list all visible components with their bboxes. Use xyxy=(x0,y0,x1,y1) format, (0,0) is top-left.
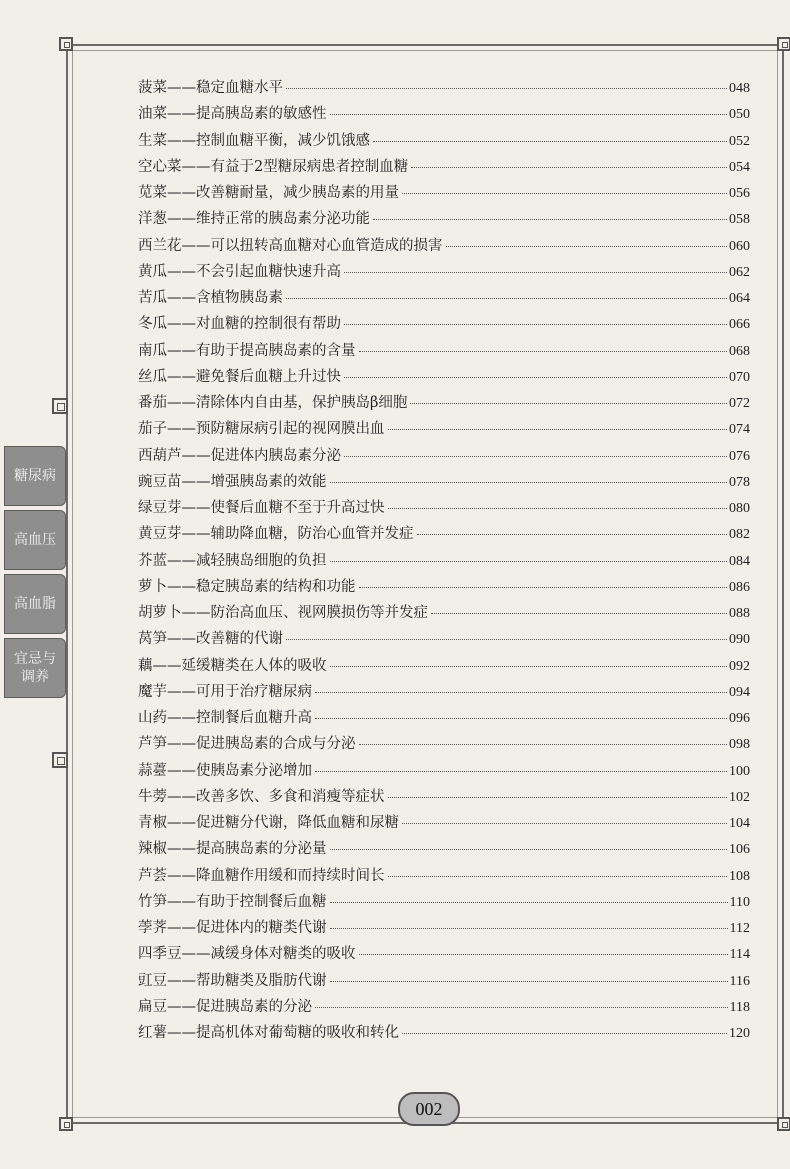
toc-entry[interactable] xyxy=(138,312,750,338)
toc-leader-dots xyxy=(388,508,728,509)
toc-leader-dots xyxy=(402,1033,727,1034)
toc-entry-page: 090 xyxy=(729,632,750,648)
toc-entry-page: 108 xyxy=(729,868,750,884)
toc-entry-title: 山药——控制餐后血糖升高 xyxy=(138,710,312,726)
side-tab-label: 高血脂 xyxy=(14,596,56,612)
toc-entry[interactable] xyxy=(138,496,750,522)
toc-entry[interactable] xyxy=(138,942,750,968)
toc-entry[interactable] xyxy=(138,470,750,496)
toc-entry-title: 豌豆苗——增强胰岛素的效能 xyxy=(138,473,327,490)
toc-entry[interactable] xyxy=(138,575,750,601)
side-tab-label: 宜忌与调养 xyxy=(14,651,56,685)
toc-entry[interactable] xyxy=(138,102,750,128)
toc-leader-dots xyxy=(388,797,728,798)
toc-entry[interactable] xyxy=(138,129,750,155)
toc-leader-dots xyxy=(410,403,727,404)
toc-entry[interactable] xyxy=(138,76,750,102)
toc-entry-page: 086 xyxy=(729,579,750,595)
toc-entry[interactable] xyxy=(138,286,750,312)
toc-leader-dots xyxy=(431,613,727,614)
toc-leader-dots xyxy=(315,718,727,719)
toc-entry-title: 南瓜——有助于提高胰岛素的含量 xyxy=(138,342,356,359)
toc-leader-dots xyxy=(359,954,728,955)
toc-entry-title: 番茄——清除体内自由基，保护胰岛β细胞 xyxy=(138,395,408,411)
toc-entry-title: 辣椒——提高胰岛素的分泌量 xyxy=(138,841,327,858)
toc-entry-page: 102 xyxy=(729,789,750,805)
toc-entry-title: 苋菜——改善糖耐量，减少胰岛素的用量 xyxy=(138,185,399,201)
page-number: 002 xyxy=(415,1098,443,1119)
toc-entry-title: 西兰花——可以扭转高血糖对心血管造成的损害 xyxy=(138,237,443,254)
toc-entry-title: 蒜薹——使胰岛素分泌增加 xyxy=(138,762,312,779)
toc-entry-title: 藕——延缓糖类在人体的吸收 xyxy=(138,657,327,674)
toc-entry-title: 青椒——促进糖分代谢，降低血糖和尿糖 xyxy=(138,815,399,831)
toc-entry-page: 098 xyxy=(729,737,750,753)
toc-entry[interactable] xyxy=(138,1021,750,1047)
toc-entry-title: 菠菜——稳定血糖水平 xyxy=(138,80,283,96)
toc-entry[interactable] xyxy=(138,916,750,942)
toc-leader-dots xyxy=(330,849,728,850)
toc-entry[interactable] xyxy=(138,417,750,443)
toc-entry-title: 油菜——提高胰岛素的敏感性 xyxy=(138,106,327,123)
toc-entry-page: 076 xyxy=(729,448,750,464)
toc-entry-page: 120 xyxy=(729,1026,750,1041)
toc-entry-title: 茄子——预防糖尿病引起的视网膜出血 xyxy=(138,421,385,438)
toc-entry-page: 066 xyxy=(729,317,750,333)
toc-leader-dots xyxy=(286,639,727,640)
toc-entry-page: 094 xyxy=(729,684,750,700)
toc-entry-title: 荸荠——促进体内的糖类代谢 xyxy=(138,920,327,936)
toc-entry-page: 114 xyxy=(729,947,750,963)
toc-entry-page: 088 xyxy=(729,606,750,621)
toc-entry-page: 060 xyxy=(729,238,750,254)
toc-leader-dots xyxy=(388,876,728,877)
toc-leader-dots xyxy=(315,1007,728,1008)
side-tab-label: 高血压 xyxy=(14,532,56,548)
toc-leader-dots xyxy=(359,744,728,745)
corner-ornament-bottom-left xyxy=(59,1117,73,1131)
toc-entry-page: 100 xyxy=(729,763,750,779)
toc-entry-title: 莴笋——改善糖的代谢 xyxy=(138,631,283,648)
corner-ornament-top-right xyxy=(777,37,790,51)
toc-entry-title: 黄豆芽——辅助降血糖，防治心血管并发症 xyxy=(138,526,414,543)
side-tab-diabetes[interactable] xyxy=(4,446,66,506)
toc-entry[interactable] xyxy=(138,732,750,758)
toc-entry-page: 116 xyxy=(729,973,750,989)
toc-entry[interactable] xyxy=(138,811,750,837)
toc-entry-page: 052 xyxy=(729,133,750,149)
table-of-contents xyxy=(138,76,750,1047)
toc-entry[interactable] xyxy=(138,995,750,1021)
toc-entry-page: 084 xyxy=(729,553,750,569)
toc-entry-page: 058 xyxy=(729,212,750,228)
toc-entry-title: 萝卜——稳定胰岛素的结构和功能 xyxy=(138,578,356,595)
toc-entry[interactable] xyxy=(138,391,750,417)
side-ornament-upper xyxy=(52,398,68,414)
toc-entry-title: 红薯——提高机体对葡萄糖的吸收和转化 xyxy=(138,1025,399,1041)
toc-leader-dots xyxy=(359,587,728,588)
toc-entry-title: 苦瓜——含植物胰岛素 xyxy=(138,290,283,306)
toc-entry-title: 豇豆——帮助糖类及脂肪代谢 xyxy=(138,972,327,989)
page-number-badge xyxy=(398,1092,460,1126)
toc-entry-page: 106 xyxy=(729,842,750,858)
toc-entry-title: 扁豆——促进胰岛素的分泌 xyxy=(138,998,312,1015)
toc-leader-dots xyxy=(344,377,727,378)
toc-leader-dots xyxy=(373,141,727,142)
toc-entry-title: 胡萝卜——防治高血压、视网膜损伤等并发症 xyxy=(138,605,428,621)
toc-entry-page: 082 xyxy=(729,527,750,543)
toc-entry[interactable] xyxy=(138,890,750,916)
toc-leader-dots xyxy=(330,981,728,982)
toc-leader-dots xyxy=(344,324,727,325)
toc-entry[interactable] xyxy=(138,627,750,653)
toc-entry-title: 芦笋——促进胰岛素的合成与分泌 xyxy=(138,736,356,753)
toc-entry-title: 冬瓜——对血糖的控制很有帮助 xyxy=(138,316,341,333)
toc-entry[interactable] xyxy=(138,969,750,995)
toc-leader-dots xyxy=(417,534,728,535)
toc-entry-title: 丝瓜——避免餐后血糖上升过快 xyxy=(138,368,341,385)
toc-entry-title: 黄瓜——不会引起血糖快速升高 xyxy=(138,263,341,280)
toc-leader-dots xyxy=(402,823,727,824)
toc-entry[interactable] xyxy=(138,785,750,811)
toc-leader-dots xyxy=(388,429,728,430)
toc-entry-page: 056 xyxy=(729,186,750,201)
toc-entry[interactable] xyxy=(138,181,750,207)
toc-entry[interactable] xyxy=(138,706,750,732)
section-side-tabs xyxy=(4,446,70,712)
toc-entry[interactable] xyxy=(138,837,750,863)
toc-entry-page: 080 xyxy=(729,501,750,516)
toc-entry[interactable] xyxy=(138,207,750,233)
toc-entry-page: 110 xyxy=(729,894,750,910)
toc-entry-title: 魔芋——可用于治疗糖尿病 xyxy=(138,683,312,700)
toc-entry-page: 078 xyxy=(729,474,750,490)
toc-entry[interactable] xyxy=(138,680,750,706)
toc-entry[interactable] xyxy=(138,444,750,470)
toc-entry-page: 048 xyxy=(729,81,750,96)
toc-leader-dots xyxy=(315,771,727,772)
toc-leader-dots xyxy=(286,88,727,89)
toc-entry-page: 074 xyxy=(729,422,750,438)
toc-entry-title: 竹笋——有助于控制餐后血糖 xyxy=(138,893,327,910)
toc-leader-dots xyxy=(359,351,728,352)
toc-entry[interactable] xyxy=(138,260,750,286)
toc-entry[interactable] xyxy=(138,365,750,391)
toc-entry-title: 西葫芦——促进体内胰岛素分泌 xyxy=(138,447,341,464)
toc-entry-title: 芦荟——降血糖作用缓和而持续时间长 xyxy=(138,867,385,884)
toc-entry-page: 068 xyxy=(729,343,750,359)
toc-entry-title: 空心菜——有益于2型糖尿病患者控制血糖 xyxy=(138,158,409,175)
toc-entry-page: 072 xyxy=(729,396,750,411)
toc-entry[interactable] xyxy=(138,864,750,890)
toc-leader-dots xyxy=(330,928,728,929)
toc-leader-dots xyxy=(330,482,728,483)
toc-entry-page: 104 xyxy=(729,816,750,831)
toc-entry-title: 洋葱——维持正常的胰岛素分泌功能 xyxy=(138,211,370,228)
toc-entry[interactable] xyxy=(138,759,750,785)
toc-entry-page: 096 xyxy=(729,711,750,726)
toc-entry-title: 牛蒡——改善多饮、多食和消瘦等症状 xyxy=(138,788,385,805)
toc-leader-dots xyxy=(330,666,728,667)
toc-leader-dots xyxy=(402,193,727,194)
toc-leader-dots xyxy=(286,298,727,299)
toc-leader-dots xyxy=(446,246,728,247)
toc-entry-page: 062 xyxy=(729,264,750,280)
toc-leader-dots xyxy=(330,561,728,562)
toc-entry-page: 050 xyxy=(729,107,750,123)
toc-entry[interactable] xyxy=(138,549,750,575)
side-tab-hypertension[interactable] xyxy=(4,510,66,570)
toc-leader-dots xyxy=(373,219,727,220)
toc-leader-dots xyxy=(411,167,727,168)
toc-leader-dots xyxy=(330,114,728,115)
toc-entry[interactable] xyxy=(138,234,750,260)
toc-entry[interactable] xyxy=(138,155,750,181)
toc-leader-dots xyxy=(330,902,728,903)
corner-ornament-top-left xyxy=(59,37,73,51)
toc-entry[interactable] xyxy=(138,522,750,548)
toc-entry[interactable] xyxy=(138,654,750,680)
toc-entry-page: 118 xyxy=(729,999,750,1015)
side-tab-label: 糖尿病 xyxy=(14,468,56,484)
toc-entry-title: 四季豆——减缓身体对糖类的吸收 xyxy=(138,946,356,963)
toc-leader-dots xyxy=(344,272,727,273)
toc-leader-dots xyxy=(315,692,727,693)
toc-entry-page: 054 xyxy=(729,159,750,175)
toc-entry[interactable] xyxy=(138,601,750,627)
corner-ornament-bottom-right xyxy=(777,1117,790,1131)
toc-entry-page: 112 xyxy=(729,921,750,936)
toc-entry-title: 芥蓝——减轻胰岛细胞的负担 xyxy=(138,552,327,569)
side-tab-diet-care[interactable] xyxy=(4,638,66,698)
toc-entry-page: 070 xyxy=(729,369,750,385)
toc-entry-page: 092 xyxy=(729,658,750,674)
toc-entry-title: 绿豆芽——使餐后血糖不至于升高过快 xyxy=(138,500,385,516)
side-ornament-lower xyxy=(52,752,68,768)
toc-entry-title: 生菜——控制血糖平衡，减少饥饿感 xyxy=(138,132,370,149)
toc-leader-dots xyxy=(344,456,727,457)
toc-entry[interactable] xyxy=(138,339,750,365)
side-tab-hyperlipidemia[interactable] xyxy=(4,574,66,634)
toc-entry-page: 064 xyxy=(729,291,750,306)
